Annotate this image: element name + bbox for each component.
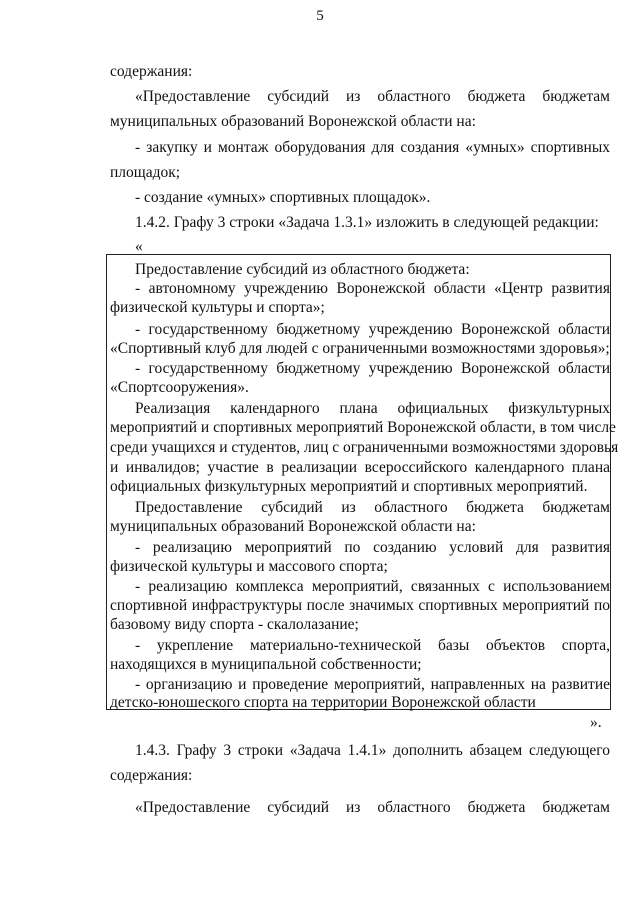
table-cell-line: физической культуры и спорта»; xyxy=(110,299,325,316)
text-line: - закупку и монтаж оборудования для создания «умных» спортивных xyxy=(135,139,610,156)
table-cell-line: базовому виду спорта - скалолазание; xyxy=(110,616,359,633)
table-cell-line: муниципальных образований Воронежской области на: xyxy=(110,518,476,535)
text-line: содержания: xyxy=(110,767,193,784)
closing-quote: ». xyxy=(590,714,602,731)
text-line: содержания: xyxy=(110,63,193,80)
table-cell-line: Предоставление субсидий из областного бюджета: xyxy=(135,261,470,278)
text-line: муниципальных образований Воронежской области на: xyxy=(110,113,476,130)
table-cell-line: детско-юношеского спорта на территории Воронежской области xyxy=(110,694,536,711)
table-cell-line: спортивной инфраструктуры после значимых спортивных мероприятий по xyxy=(110,597,610,614)
table-cell-line: «Спортсооружения». xyxy=(110,379,249,396)
page-number: 5 xyxy=(316,8,324,24)
text-line: «Предоставление субсидий из областного бюджета бюджетам xyxy=(135,88,610,105)
table-cell-line: официальных физкультурных мероприятий и спортивных мероприятий. xyxy=(110,478,588,495)
text-line: 1.4.2. Графу 3 строки «Задача 1.3.1» изложить в следующей редакции: xyxy=(135,214,599,231)
text-line: площадок; xyxy=(110,164,181,181)
table-cell-line: и инвалидов; участие в реализации всероссийского календарного плана xyxy=(110,459,610,476)
table-cell-line: среди учащихся и студентов, лиц с ограниченными возможностями здоровья xyxy=(110,439,619,456)
table-cell-line: Предоставление субсидий из областного бюджета бюджетам xyxy=(135,499,610,516)
table-cell-line: «Спортивный клуб для людей с ограниченными возможностями здоровья»; xyxy=(110,340,610,357)
table-cell-line: - государственному бюджетному учреждению Воронежской области xyxy=(135,321,610,338)
table-cell-line: - государственному бюджетному учреждению Воронежской области xyxy=(135,360,610,377)
text-line: 1.4.3. Графу 3 строки «Задача 1.4.1» дополнить абзацем следующего xyxy=(135,742,610,759)
table-cell-line: - автономному учреждению Воронежской области «Центр развития xyxy=(135,280,610,297)
opening-quote: « xyxy=(135,238,143,255)
table-cell-line: - организацию и проведение мероприятий, направленных на развитие xyxy=(135,676,610,693)
table-cell-line: Реализация календарного плана официальных физкультурных xyxy=(135,400,610,417)
table-cell-line: - реализацию комплекса мероприятий, связанных с использованием xyxy=(135,578,610,595)
table-cell-line: находящихся в муниципальной собственности; xyxy=(110,656,422,673)
table-cell-line: физической культуры и массового спорта; xyxy=(110,558,388,575)
table-cell-line: мероприятий и спортивных мероприятий Воронежской области, в том числе xyxy=(110,419,616,436)
table-cell-line: - реализацию мероприятий по созданию условий для развития xyxy=(135,539,610,556)
text-line: - создание «умных» спортивных площадок». xyxy=(135,189,431,206)
text-line: «Предоставление субсидий из областного бюджета бюджетам xyxy=(135,799,610,816)
table-cell-line: - укрепление материально-технической базы объектов спорта, xyxy=(135,637,610,654)
